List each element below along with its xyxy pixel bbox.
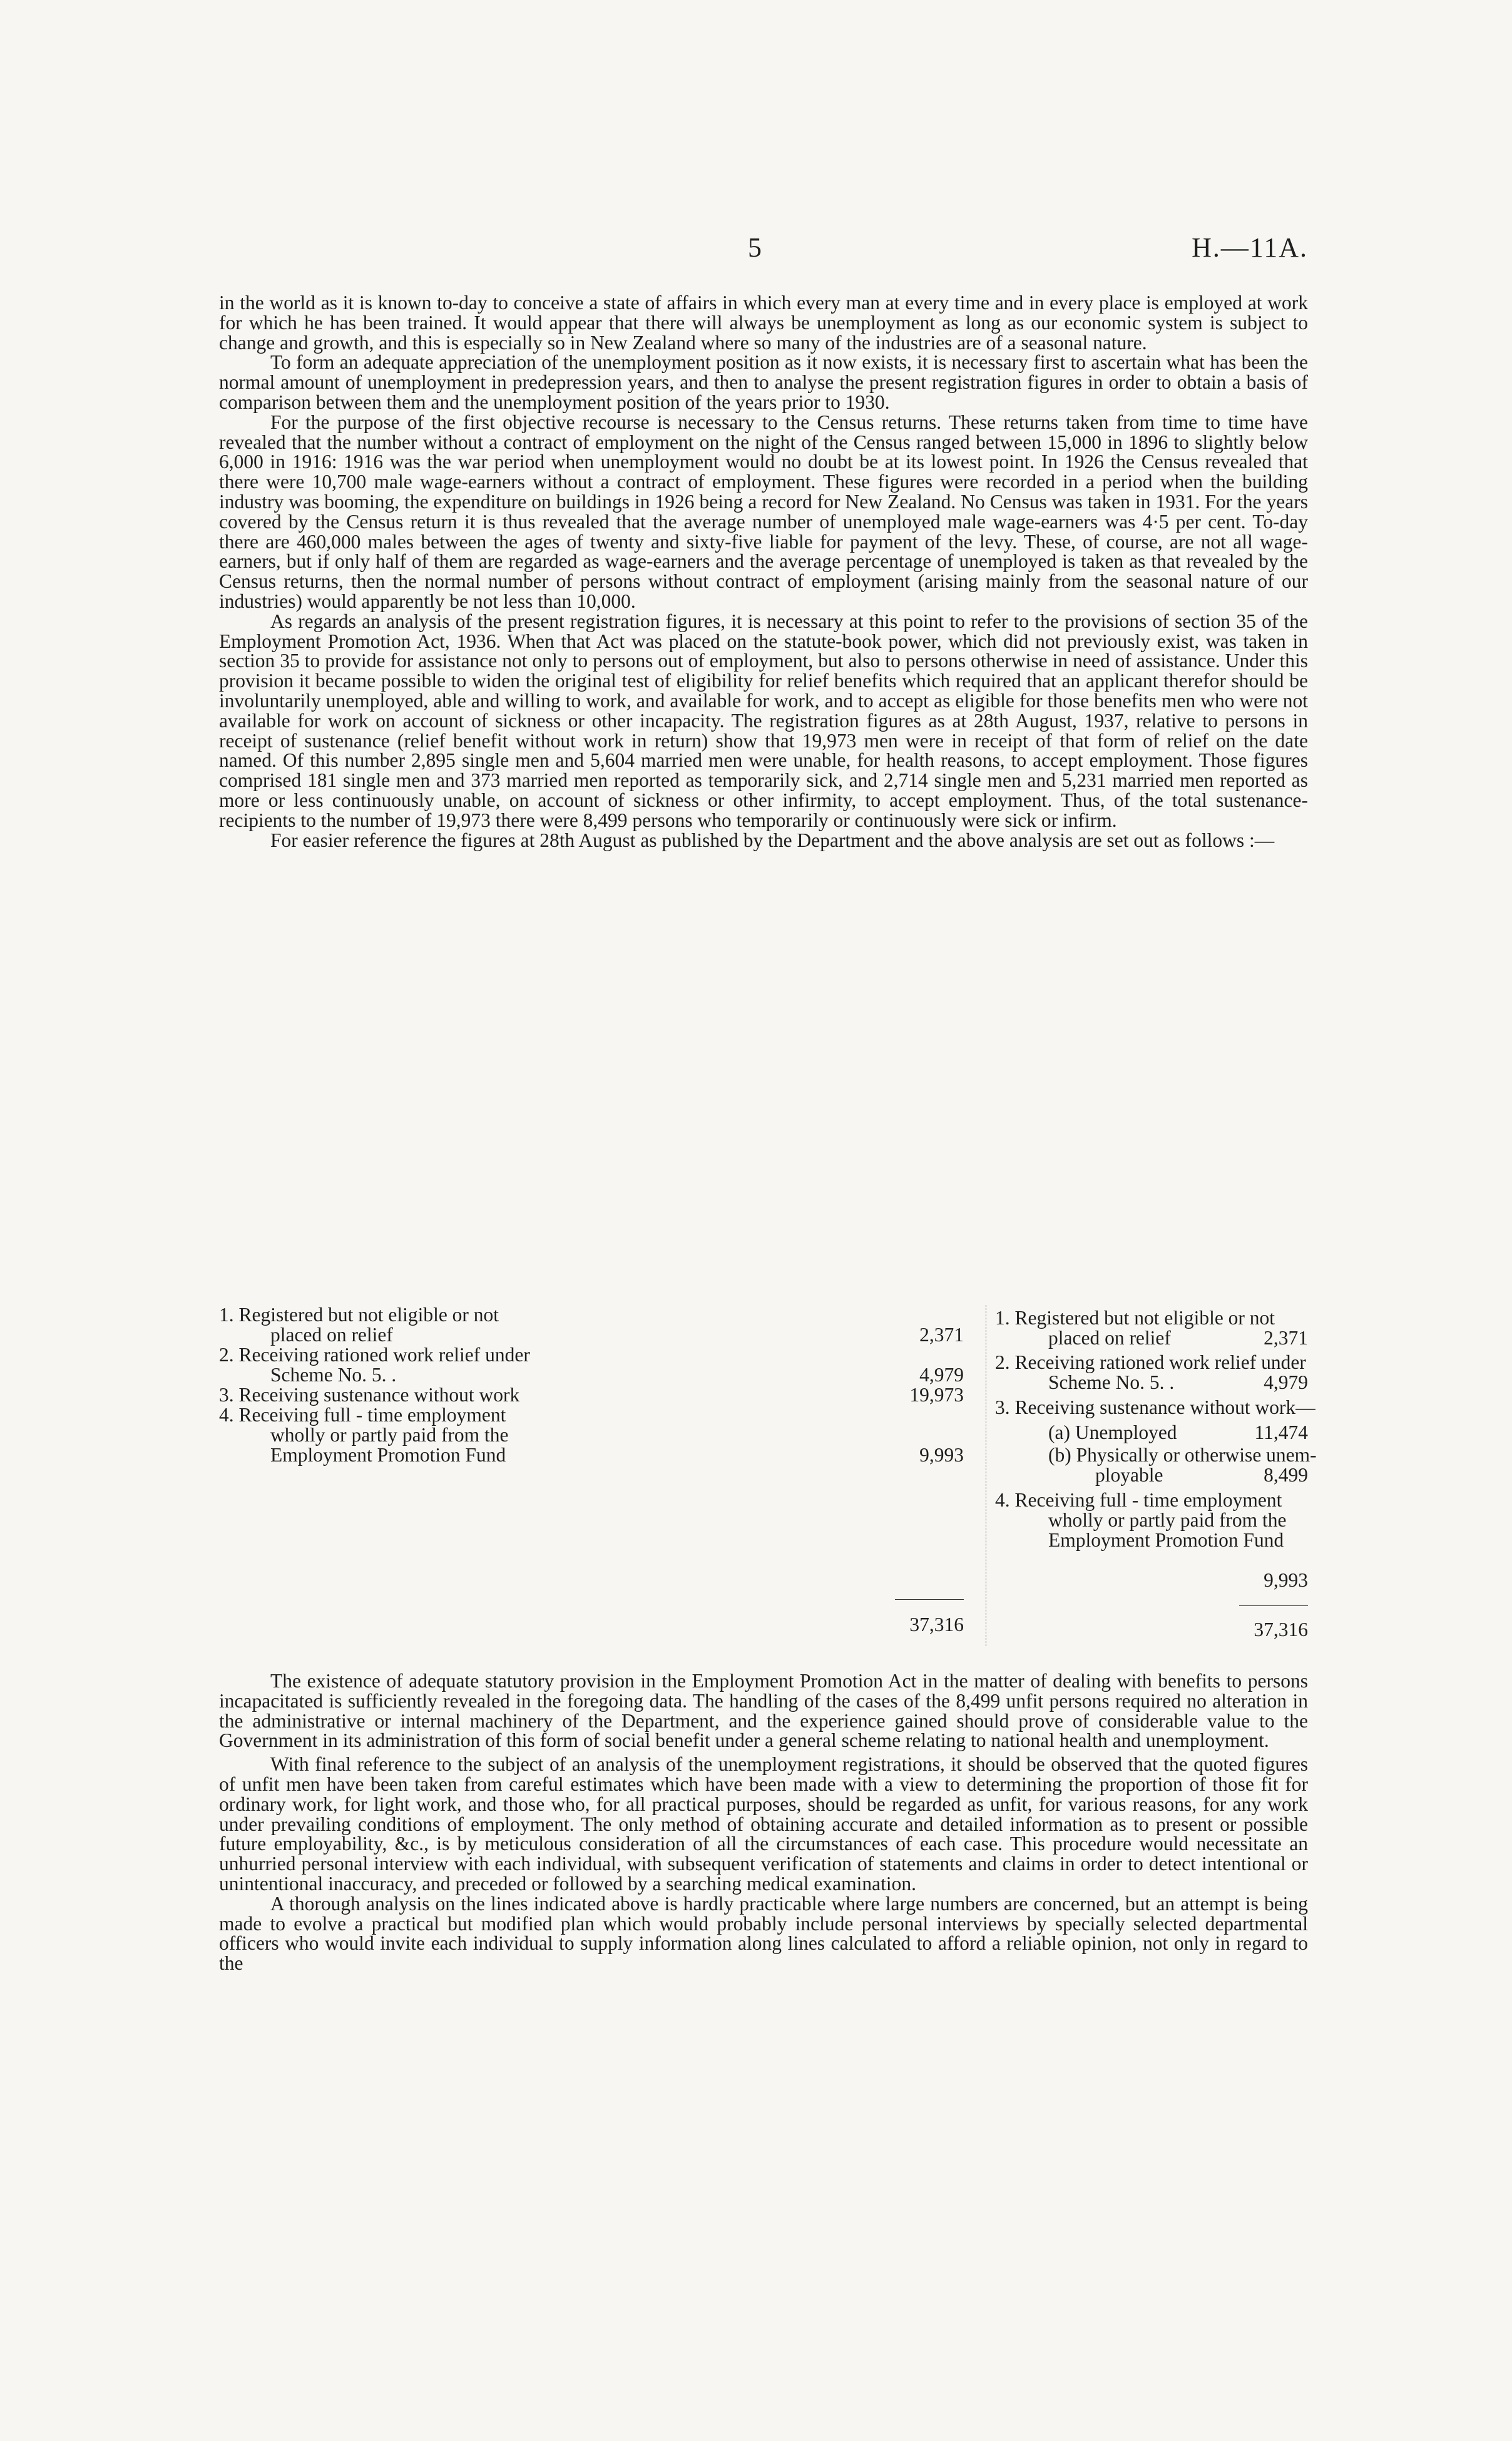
table-item-label: placed on relief: [1048, 1327, 1171, 1349]
paragraph: The existence of adequate statutory provision in the Employment Promotion Act in the matter of dealing with benefits to persons incapacitated is sufficiently revealed in the foregoing data. The handling of the cases of the 8,499 unfit persons required no alteration in the administrative or internal machinery of the Department, and the experience gained should prove of considerable value to the Government in its administration of this form of social benefit under a general scheme relating to national health and unemployment.: [219, 1670, 1308, 1752]
body-text-bottom: [219, 1671, 1308, 1973]
table-item-label: 2. Receiving rationed work relief under: [219, 1344, 530, 1366]
table-item-label: 1. Registered but not eligible or not: [219, 1304, 499, 1326]
paragraph: For easier reference the figures at 28th August as published by the Department and the above analysis are set out as follows :—: [270, 829, 1275, 851]
paragraph: As regards an analysis of the present registration figures, it is necessary at this point to refer to the provisions of section 35 of the Employment Promotion Act, 1936. When that Act was placed on the statute-book power, which did not previously exist, was taken in section 35 to provide for assistance not only to persons out of employment, but also to persons otherwise in need of assistance. Under this provision it became possible to widen the original test of eligibility for relief benefits which required that an applicant therefor should be involuntarily unemployed, able and willing to work, and available for work, and to accept as eligible for those benefits men who were not available for work on account of sickness or other incapacity. The registration figures as at 28th August, 1937, relative to persons in receipt of sustenance (relief benefit without work in return) show that 19,973 men were in receipt of that form of relief on the date named. Of this number 2,895 single men and 5,604 married men were unable, for health reasons, to accept employment. Those figures comprised 181 single men and 373 married men reported as temporarily sick, and 2,714 single men and 5,231 married men reported as more or less continuously unable, on account of sickness or other infirmity, to accept employment. Thus, of the total sustenance-recipients to the number of 19,973 there were 8,499 persons who temporarily or continuously were sick or infirm.: [219, 610, 1308, 831]
table-item-label: wholly or partly paid from the: [1048, 1509, 1287, 1531]
table-item-label: 4. Receiving full - time employment: [995, 1489, 1282, 1511]
table-value: 2,371: [1264, 1327, 1308, 1349]
table-item-label: Employment Promotion Fund: [1048, 1529, 1284, 1551]
table-value: 8,499: [1264, 1464, 1308, 1486]
total-rule: [895, 1599, 964, 1600]
table-item-label: (a) Unemployed: [1048, 1421, 1177, 1443]
table-value: 11,474: [1254, 1421, 1308, 1443]
table-value: 2,371: [919, 1324, 964, 1346]
page-header: [219, 232, 1308, 269]
paragraph: With final reference to the subject of an analysis of the unemployment registrations, it should be observed that the quoted figures of unfit men have been taken from careful estimates which have been made with a view to determining the proportion of those fit for ordinary work, for light work, and those who, for all practical purposes, should be regarded as unfit, for various reasons, for any work under prevailing conditions of employment. The only method of obtaining accurate and detailed information as to present or possible future employability, &c., is by meticulous consideration of all the circumstances of each case. This procedure would necessitate an unhurried personal interview with each individual, with subsequent verification of statements and claims in order to detect intentional or unintentional inaccuracy, and preceded or followed by a searching medical examination.: [219, 1753, 1308, 1895]
table-value: 19,973: [909, 1384, 964, 1406]
table-item-label: Scheme No. 5. .: [1048, 1371, 1175, 1393]
table-item-label: (b) Physically or otherwise unem-: [1048, 1444, 1317, 1466]
table-item-label: Scheme No. 5. .: [270, 1364, 397, 1386]
table-item-label: ployable: [1095, 1464, 1163, 1486]
paragraph: A thorough analysis on the lines indicated above is hardly practicable where large numbers are concerned, but an attempt is being made to evolve a practical but modified plan which would probably include personal interviews by specially selected departmental officers who would invite each individual to supply information along lines calculated to afford a reliable opinion, not only in regard to the: [219, 1892, 1308, 1975]
table-total: 37,316: [909, 1614, 964, 1635]
paragraph: To form an adequate appreciation of the unemployment position as it now exists, it is necessary first to ascertain what has been the normal amount of unemployment in predepression years, and then to analyse the present registration figures in order to obtain a basis of comparison between them and the unemployment position of the years prior to 1930.: [219, 351, 1308, 413]
page-reference: H.—11A.: [1192, 232, 1308, 263]
paragraph: For the purpose of the first objective recourse is necessary to the Census returns. These returns taken from time to time have revealed that the number without a contract of employment on the night of the Census ranged between 15,000 in 1896 to slightly below 6,000 in 1916: 1916 was the war period when unemployment would no doubt be at its lowest point. In 1926 the Census revealed that there were 10,700 male wage-earners without a contract of employment. These figures were recorded in a period when the building industry was booming, the expenditure on buildings in 1926 being a record for New Zealand. No Census was taken in 1931. For the years covered by the Census return it is thus revealed that the average number of unemployed male wage-earners was 4·5 per cent. To-day there are 460,000 males between the ages of twenty and sixty-five liable for payment of the levy. These, of course, are not all wage-earners, but if only half of them are regarded as wage-earners and the average percentage of unemployed is taken as that revealed by the Census returns, then the normal number of persons without contract of employment (arising mainly from the seasonal nature of our industries) would apparently be not less than 10,000.: [219, 411, 1308, 612]
table-value: 9,993: [919, 1444, 964, 1466]
table-item-label: Employment Promotion Fund: [270, 1444, 506, 1466]
table-item-label: 4. Receiving full - time employment: [219, 1404, 506, 1426]
paragraph: in the world as it is known to-day to conceive a state of affairs in which every man at every time and in every place is employed at work for which he has been trained. It would appear that there will always be unemployment as long as our economic system is subject to change and growth, and this is especially so in New Zealand where so many of the industries are of a seasonal nature.: [219, 292, 1308, 354]
table-value: 4,979: [1264, 1371, 1308, 1393]
body-text-top: [219, 293, 1308, 850]
table-item-label: 2. Receiving rationed work relief under: [995, 1351, 1306, 1373]
total-rule: [1239, 1605, 1308, 1606]
table-value: 4,979: [919, 1364, 964, 1386]
page-number: 5: [748, 232, 762, 263]
table-value: 9,993: [1264, 1569, 1308, 1591]
table-item-label: 3. Receiving sustenance without work—: [995, 1396, 1315, 1418]
table-item-label: 1. Registered but not eligible or not: [995, 1307, 1275, 1329]
table-total: 37,316: [1254, 1619, 1308, 1640]
table-item-label: placed on relief: [270, 1324, 393, 1346]
figures-table: [219, 1304, 1317, 1655]
table-item-label: 3. Receiving sustenance without work: [219, 1384, 520, 1406]
table-item-label: wholly or partly paid from the: [270, 1424, 509, 1446]
